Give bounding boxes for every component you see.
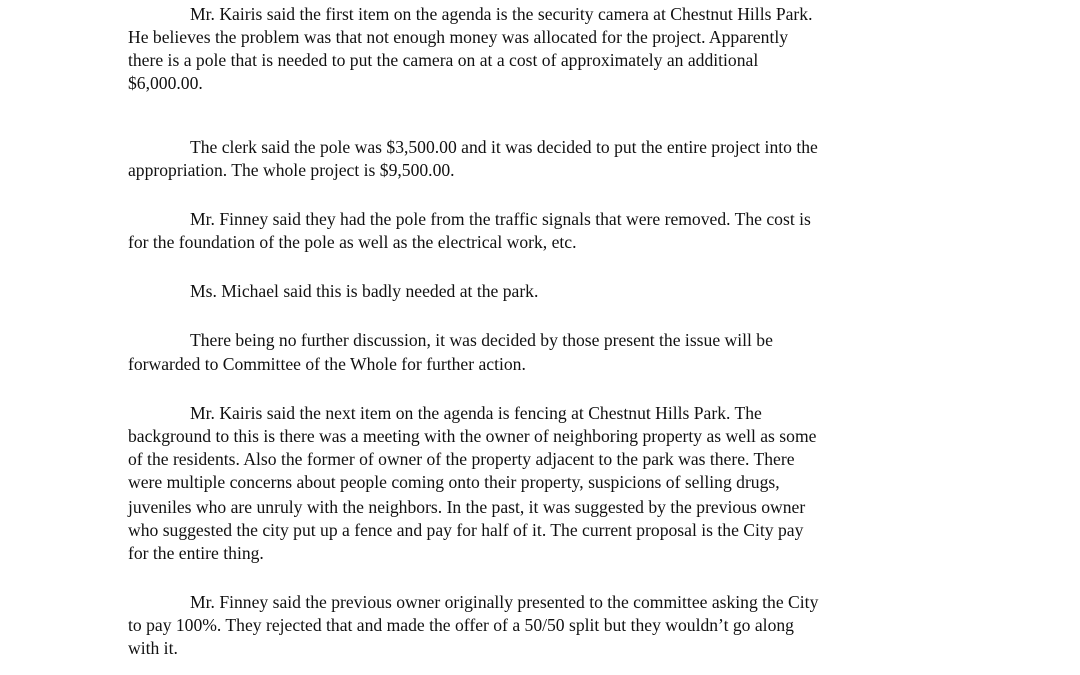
paragraph-6-line-2: background to this is there was a meeting with the owner of neighboring property as well as some: [128, 426, 817, 446]
paragraph-6-line-3: of the residents. Also the former of owner of the property adjacent to the park was there. There: [128, 449, 795, 469]
paragraph-7-line-1: Mr. Finney said the previous owner originally presented to the committee asking the City: [190, 592, 819, 612]
paragraph-5-line-2: forwarded to Committee of the Whole for further action.: [128, 354, 526, 374]
paragraph-2-line-1: The clerk said the pole was $3,500.00 and it was decided to put the entire project into the: [190, 137, 818, 157]
paragraph-7-line-3: with it.: [128, 638, 178, 658]
paragraph-3-line-1: Mr. Finney said they had the pole from the traffic signals that were removed. The cost is: [190, 209, 811, 229]
paragraph-5-line-1: There being no further discussion, it was decided by those present the issue will be: [190, 330, 773, 350]
paragraph-6-line-5: juveniles who are unruly with the neighbors. In the past, it was suggested by the previous owner: [128, 497, 806, 517]
paragraph-1-line-1: Mr. Kairis said the first item on the agenda is the security camera at Chestnut Hills Park.: [190, 4, 813, 24]
paragraph-6-line-6: who suggested the city put up a fence and pay for half of it. The current proposal is the City pay: [128, 520, 804, 540]
paragraph-1-line-3: there is a pole that is needed to put the camera on at a cost of approximately an additional: [128, 50, 759, 70]
paragraph-2-line-2: appropriation. The whole project is $9,500.00.: [128, 160, 455, 180]
paragraph-4-line-1: Ms. Michael said this is badly needed at the park.: [190, 281, 539, 301]
paragraph-1-line-4: $6,000.00.: [128, 73, 203, 93]
paragraph-6-line-1: Mr. Kairis said the next item on the agenda is fencing at Chestnut Hills Park. The: [190, 403, 762, 423]
paragraph-1-line-2: He believes the problem was that not enough money was allocated for the project. Apparently: [128, 27, 789, 47]
paragraph-6-line-4: were multiple concerns about people coming onto their property, suspicions of selling drugs,: [128, 472, 780, 492]
paragraph-3-line-2: for the foundation of the pole as well as the electrical work, etc.: [128, 232, 577, 252]
paragraph-6-line-7: for the entire thing.: [128, 543, 264, 563]
paragraph-7-line-2: to pay 100%. They rejected that and made the offer of a 50/50 split but they wouldn’t go along: [128, 615, 794, 635]
